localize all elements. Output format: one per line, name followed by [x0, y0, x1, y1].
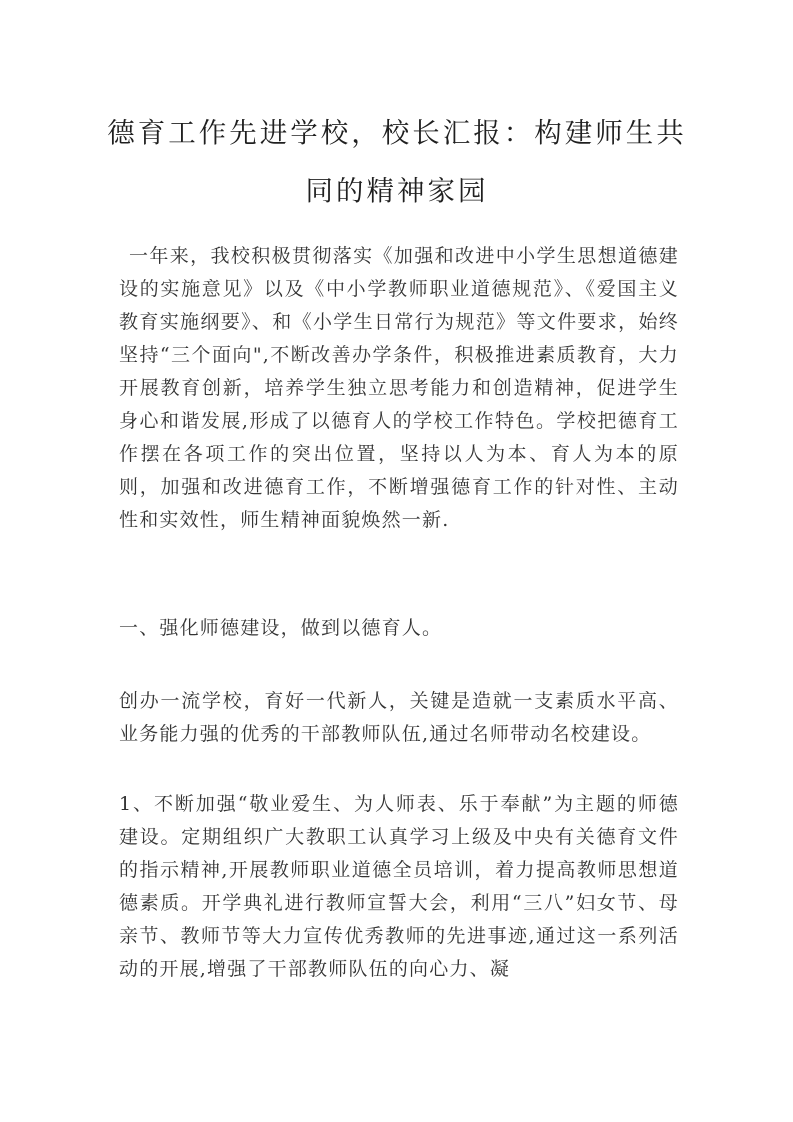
body-paragraph: 1、不断加强“敬业爱生、为人师表、乐于奉献”为主题的师德建设。定期组织广大教职工认真学习上级及中央有关德育文件的指示精神,开展教师职业道德全员培训，着力提高教师思想道德素质。开学典礼进行教师宣誓大会，利用“三八”妇女节、母亲节、教师节等大力宣传优秀教师的先进事迹,通过这一系列活动的开展,增强了干部教师队伍的向心力、凝 [119, 793, 679, 980]
body-paragraph: 创办一流学校，育好一代新人，关键是造就一支素质水平高、业务能力强的优秀的干部教师队伍,通过名师带动名校建设。 [119, 690, 679, 745]
section-heading: 一、强化师德建设，做到以德育人。 [119, 617, 443, 639]
document-title: 德育工作先进学校，校长汇报：构建师生共同的精神家园 [107, 117, 687, 207]
intro-paragraph: 一年来，我校积极贯彻落实《加强和改进中小学生思想道德建设的实施意见》以及《中小学教师职业道德规范》、《爱国主义教育实施纲要》、和《小学生日常行为规范》等文件要求，始终坚持“三个面向",不断改善办学条件，积极推进素质教育，大力开展教育创新，培养学生独立思考能力和创造精神，促进学生身心和谐发展,形成了以德育人的学校工作特色。学校把德育工作摆在各项工作的突出位置，坚持以人为本、育人为本的原则，加强和改进德育工作，不断增强德育工作的针对性、主动性和实效性，师生精神面貌焕然一新. [119, 245, 679, 531]
